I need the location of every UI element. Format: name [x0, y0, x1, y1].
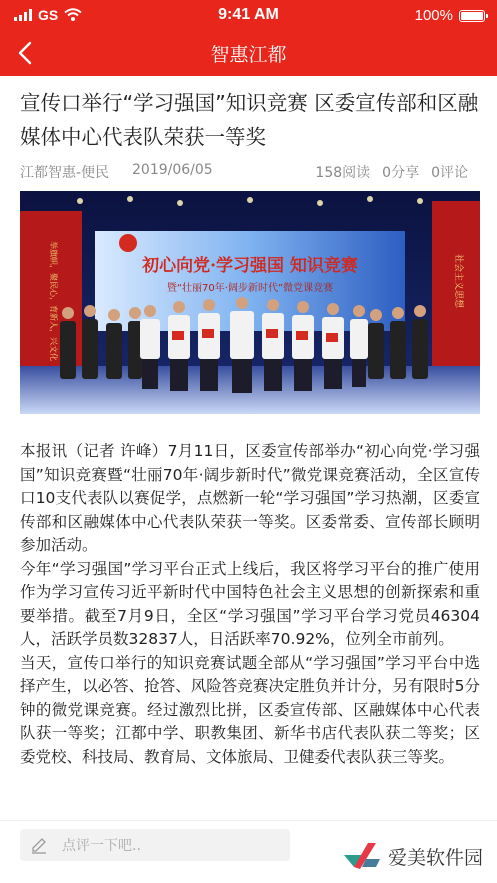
article-date: 2019/06/05 — [132, 162, 213, 178]
article-title: 宣传口举行“学习强国”知识竞赛 区委宣传部和区融媒体中心代表队荣获一等奖 — [20, 91, 479, 149]
read-count: 158阅读 — [315, 165, 371, 181]
battery-icon — [459, 10, 485, 22]
people-group — [60, 297, 428, 393]
status-bar — [0, 0, 497, 30]
watermark-text: 爱美软件园 — [387, 846, 483, 869]
pencil-icon — [30, 836, 48, 854]
watermark-logo-icon — [342, 841, 382, 871]
article-body — [20, 440, 480, 769]
comment-bar — [0, 820, 497, 883]
article-paragraph: 今年“学习强国”学习平台正式上线后，我区将学习平台的推广使用作为学习宣传习近平新时代中国特色社会主义思想的创新探索和重要举措。截至7月9日，全区“学习强国”学习平台学习党员46304人，活跃学员数32837人，日活跃率70.92%，位列全市前列。 — [20, 559, 480, 648]
article-meta — [20, 162, 482, 184]
article-paragraph: 本报讯（记者 许峰）7月11日，区委宣传部举办“初心向党·学习强国”知识竞赛暨“壮丽70年·阔步新时代”微党课竞赛活动，全区宣传口10支代表队以赛促学，点燃新一轮“学习强国”学习热潮，区委宣传部和区融媒体中心代表队荣获一等奖。区委常委、宣传部长顾明参加活动。 — [20, 442, 480, 554]
article-stats — [315, 162, 468, 182]
left-banner-text: 举旗帜，聚民心，育新人，兴文化 — [49, 241, 58, 361]
carrier-label: GS — [38, 7, 59, 23]
banner-main-text: 初心向党·学习强国 知识竞赛 — [142, 256, 358, 276]
share-count[interactable]: 0分享 — [382, 165, 420, 181]
status-right — [415, 7, 485, 24]
article-paragraph: 当天，宣传口举行的知识竞赛试题全部从“学习强国”学习平台中选择产生，以必答、抢答、风险答竞赛决定胜负并计分，另有限时5分钟的微党课竞赛。经过激烈比拼，区委宣传部、区融媒体中心代表队获一等奖；江都中学、职教集团、新华书店代表队获二等奖；区委党校、科技局、教育局、文体旅局、卫健委代表队获三等奖。 — [20, 653, 480, 766]
right-banner-text: 社会主义思想 — [453, 253, 463, 309]
comment-placeholder: 点评一下吧.. — [62, 838, 141, 854]
comment-count[interactable]: 0评论 — [431, 165, 468, 181]
article-photo — [20, 191, 480, 414]
watermark — [342, 841, 483, 871]
comment-input[interactable] — [20, 829, 290, 861]
nav-bar — [0, 30, 497, 76]
nav-title: 智惠江都 — [210, 44, 287, 66]
event-photo-illustration — [20, 191, 480, 414]
battery-percent: 100% — [414, 7, 453, 24]
banner-sub-text: 暨“壮丽70年·阔步新时代”微党课竞赛 — [166, 283, 334, 294]
article-source: 江都智惠-便民 — [20, 165, 110, 181]
status-time: 9:41 AM — [218, 6, 279, 23]
